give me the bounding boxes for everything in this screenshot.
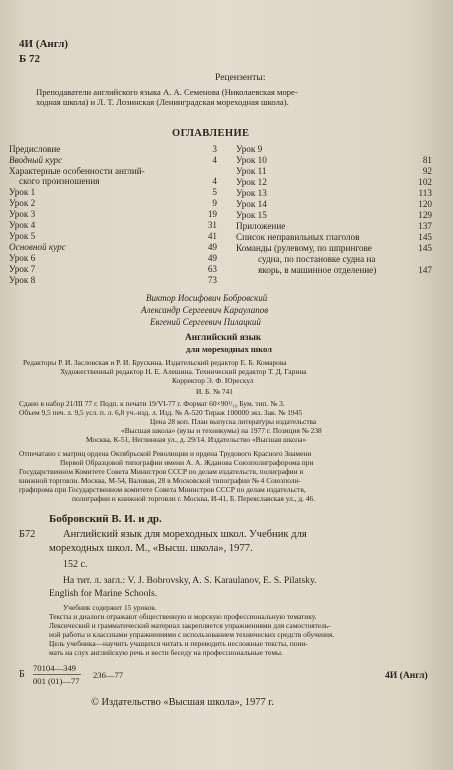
catalog-annotation-2: Тексты и диалоги отражают общественную и морскую профессиональную тематику. bbox=[49, 612, 317, 621]
toc-entry bbox=[236, 221, 432, 231]
toc-label: Список неправильных глаголов bbox=[236, 232, 360, 242]
toc-label: якорь, в машинное отделение) bbox=[258, 265, 377, 275]
toc-entry bbox=[9, 264, 217, 274]
toc-page: 9 bbox=[212, 198, 217, 208]
book-title: Английский язык bbox=[185, 333, 262, 343]
catalog-annotation-4: ной работы и классными упражнениями с использованием технических средств обучения. bbox=[49, 630, 335, 639]
toc-page: 120 bbox=[418, 199, 432, 209]
toc-entry bbox=[258, 254, 432, 264]
toc-page: 5 bbox=[212, 187, 217, 197]
catalog-b-letter: Б bbox=[19, 669, 25, 680]
book-subtitle: для мореходных школ bbox=[186, 344, 272, 354]
toc-label: Урок 11 bbox=[236, 166, 267, 176]
catalog-parallel-2: English for Marine Schools. bbox=[49, 588, 158, 599]
toc-entry bbox=[9, 231, 217, 241]
toc-page: 145 bbox=[418, 232, 432, 242]
toc-label: Урок 15 bbox=[236, 210, 267, 220]
toc-label: Урок 3 bbox=[9, 209, 36, 219]
print-data-3: Цена 28 коп. План выпуска литературы издательства bbox=[150, 417, 317, 426]
toc-label: Урок 4 bbox=[9, 220, 36, 230]
toc-page: 49 bbox=[207, 253, 217, 263]
printer-6: полиграфии и книжной торговли г. Москва, И-41, Б. Переяславская ул., д. 46. bbox=[72, 494, 316, 503]
toc-label: Предисловие bbox=[9, 144, 61, 154]
toc-entry bbox=[236, 177, 432, 187]
author-1: Виктор Иосифович Бобровский bbox=[146, 293, 268, 303]
toc-page: 41 bbox=[207, 231, 217, 241]
toc-page: 102 bbox=[418, 177, 432, 187]
author-2: Александр Сергеевич Караулапов bbox=[141, 305, 269, 315]
toc-label: Команды (рулевому, по шпрингове bbox=[236, 243, 372, 253]
toc-entry bbox=[258, 265, 432, 275]
toc-entry bbox=[9, 166, 217, 176]
toc-entry bbox=[236, 188, 432, 198]
toc-label: Урок 12 bbox=[236, 177, 267, 187]
catalog-pages: 152 с. bbox=[63, 559, 88, 570]
toc-entry bbox=[236, 243, 432, 253]
catalog-body-1: Английский язык для мореходных школ. Учебник для bbox=[63, 529, 307, 540]
toc-label: Вводный курс bbox=[9, 155, 63, 165]
author-3: Евгений Сергеевич Пилацкий bbox=[150, 317, 261, 327]
toc-page: 137 bbox=[418, 221, 432, 231]
toc-page: 113 bbox=[418, 188, 432, 198]
toc-page: 92 bbox=[422, 166, 432, 176]
print-data-4: «Высшая школа» (вузы и техникумы) на 1977 г. Позиция № 238 bbox=[121, 426, 322, 435]
toc-label: Урок 7 bbox=[9, 264, 36, 274]
toc-entry bbox=[236, 210, 432, 220]
toc-label: судна, по постановке судна на bbox=[258, 254, 376, 264]
toc-entry bbox=[9, 198, 217, 208]
imprint-line-2: Художественный редактор Н. Е. Алешина. Технический редактор Т. Д. Гарина bbox=[60, 367, 307, 376]
toc-entry bbox=[236, 144, 432, 154]
toc-page: 49 bbox=[207, 242, 217, 252]
index-code: Б 72 bbox=[19, 53, 41, 65]
toc-page: 31 bbox=[207, 220, 217, 230]
copyright: © Издательство «Высшая школа», 1977 г. bbox=[91, 697, 274, 708]
printer-5: графпрома при Государственном комитете Совета Министров СССР по делам издательств, bbox=[19, 485, 306, 494]
catalog-annotation-1: Учебник содержит 15 уроков. bbox=[63, 603, 157, 612]
toc-page: 4 bbox=[212, 155, 217, 165]
catalog-annotation-6: мать на слух английскую речь и вести беседу на профессиональные темы. bbox=[49, 648, 283, 657]
toc-label: Характерные особенности англий- bbox=[9, 166, 145, 176]
contents-title: ОГЛАВЛЕНИЕ bbox=[172, 128, 250, 139]
toc-label: Урок 5 bbox=[9, 231, 36, 241]
catalog-code: Б72 bbox=[19, 529, 36, 540]
toc-entry bbox=[19, 176, 217, 186]
toc-label: Урок 9 bbox=[236, 144, 263, 154]
catalog-body-2: мореходных школ. М., «Высш. школа», 1977. bbox=[49, 543, 253, 554]
toc-page: 145 bbox=[418, 243, 432, 253]
contents-left-column bbox=[9, 144, 217, 285]
ib-number: И. Б. № 741 bbox=[196, 387, 233, 396]
print-data-5: Москва, К-51, Неглинная ул., д. 29/14. Издательство «Высшая школа» bbox=[86, 435, 307, 444]
toc-entry bbox=[9, 220, 217, 230]
print-data-2: Объем 9,5 печ. л. 9,5 усл. п. л. 6,8 уч.-изд. л. Изд. № А-520 Тираж 100000 экз. Зак. № 1945 bbox=[19, 408, 303, 417]
toc-page: 4 bbox=[212, 176, 217, 186]
fraction-top: 70104—349 bbox=[33, 663, 76, 673]
toc-label: Урок 2 bbox=[9, 198, 36, 208]
toc-entry bbox=[236, 155, 432, 165]
imprint-line-3: Корректор Э. Ф. Юрескул bbox=[172, 376, 254, 385]
reviewers-line-1: Преподаватели английского языка А. А. Семенова (Николаевская море- bbox=[36, 87, 298, 97]
catalog-code-right: 4И (Англ) bbox=[385, 670, 428, 681]
printer-3: Государственном Комитете Совета Министров СССР по делам издательств, полиграфии и bbox=[19, 467, 304, 476]
printer-1: Отпечатано с матриц ордена Октябрьской Революции и ордена Трудового Красного Знамени bbox=[19, 449, 312, 458]
toc-entry bbox=[236, 199, 432, 209]
catalog-parallel-1: На тит. л. загл.: V. J. Bobrovsky, A. S. Karaulanov, E. S. Pilatsky. bbox=[63, 575, 317, 586]
toc-page: 63 bbox=[207, 264, 217, 274]
toc-page: 81 bbox=[422, 155, 432, 165]
toc-page: 129 bbox=[418, 210, 432, 220]
toc-entry bbox=[9, 209, 217, 219]
catalog-annotation-3: Лексический и грамматический материал закрепляется упражнениями для самостоятель- bbox=[49, 621, 331, 630]
toc-entry bbox=[9, 275, 217, 285]
classification-code: 4И (Англ) bbox=[19, 38, 69, 50]
toc-entry bbox=[236, 232, 432, 242]
fraction-bottom: 001 (01)—77 bbox=[33, 676, 80, 686]
toc-entry bbox=[9, 144, 217, 154]
print-data-1: Сдано в набор 21/III 77 г. Подп. к печати 19/VI-77 г. Формат 60×90¹/₁₆ Бум. тип. № 3. bbox=[19, 399, 285, 408]
toc-label: Урок 1 bbox=[9, 187, 36, 197]
toc-page: 147 bbox=[418, 265, 432, 275]
toc-label: Урок 6 bbox=[9, 253, 36, 263]
toc-entry bbox=[236, 166, 432, 176]
toc-label: ского произношения bbox=[19, 176, 100, 186]
toc-label: Приложение bbox=[236, 221, 286, 231]
catalog-author: Бобровский В. И. и др. bbox=[49, 513, 162, 525]
toc-label: Урок 10 bbox=[236, 155, 267, 165]
catalog-annotation-5: Цель учебника—научить учащихся читать и переводить несложные тексты, пони- bbox=[49, 639, 308, 648]
toc-entry bbox=[9, 155, 217, 165]
toc-label: Основной курс bbox=[9, 242, 66, 252]
printer-2: Первой Образцовой типографии имени А. А. Жданова Союзполиграфпрома при bbox=[60, 458, 314, 467]
reviewers-line-2: ходная школа) и Л. Т. Лозинская (Ленинградская мореходная школа). bbox=[36, 97, 289, 107]
imprint-line-1: Редакторы Р. И. Засловская и Р. И. Брускина. Издательский редактор Е. Б. Комарова bbox=[23, 358, 287, 367]
toc-entry bbox=[9, 187, 217, 197]
toc-page: 3 bbox=[212, 144, 217, 154]
toc-entry bbox=[9, 242, 217, 252]
toc-page: 73 bbox=[207, 275, 217, 285]
reviewers-title: Рецензенты: bbox=[215, 72, 266, 83]
fraction-tail: 236—77 bbox=[93, 670, 124, 680]
fraction-bar bbox=[33, 674, 81, 675]
toc-page: 19 bbox=[207, 209, 217, 219]
toc-label: Урок 14 bbox=[236, 199, 267, 209]
toc-label: Урок 13 bbox=[236, 188, 267, 198]
printer-4: книжной торговли. Москва, М-54, Валовая, 28 в Московской типографии № 4 Союзполи- bbox=[19, 476, 301, 485]
toc-entry bbox=[9, 253, 217, 263]
toc-label: Урок 8 bbox=[9, 275, 36, 285]
